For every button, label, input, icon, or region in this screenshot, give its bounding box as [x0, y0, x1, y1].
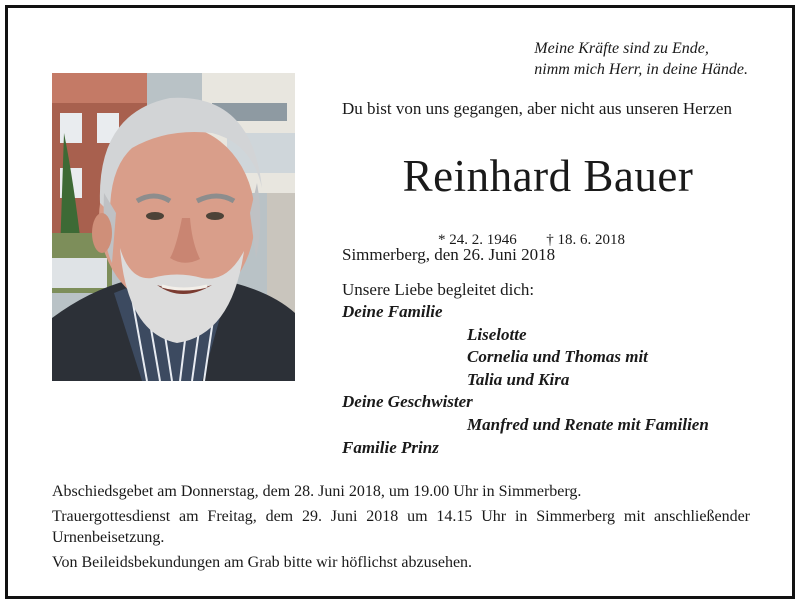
mourner-line: Manfred und Renate mit Familien	[467, 414, 709, 434]
place-date: Simmerberg, den 26. Juni 2018	[342, 245, 556, 264]
portrait-photo	[52, 73, 295, 381]
intro-text: Du bist von uns gegangen, aber nicht aus unseren Herzen	[342, 99, 732, 118]
mourner-line: Deine Geschwister	[342, 392, 473, 412]
birth-star-icon: *	[438, 232, 446, 248]
mourner-line: Deine Familie	[342, 302, 443, 321]
obituary-notice	[5, 5, 795, 599]
death-cross-icon: †	[546, 232, 554, 248]
love-line: Unsere Liebe begleitet dich:	[342, 280, 535, 299]
mourners-list	[342, 301, 754, 459]
funeral-service-text: Trauergottesdienst am Freitag, dem 29. Juni 2018 um 14.15 Uhr in Simmerberg mit anschließender Urnenbeisetzung.	[52, 508, 750, 546]
mourner-line: Familie Prinz	[342, 437, 439, 457]
mourner-line: Talia und Kira	[467, 369, 570, 389]
quote	[534, 38, 748, 80]
deceased-name: Reinhard Bauer	[402, 151, 694, 201]
farewell-prayer-text: Abschiedsgebet am Donnerstag, dem 28. Juni 2018, um 19.00 Uhr in Simmerberg.	[52, 483, 582, 500]
quote-line: nimm mich Herr, in deine Hände.	[534, 61, 748, 78]
mourner-line: Cornelia und Thomas mit	[467, 347, 648, 367]
birth-date: 24. 2. 1946	[449, 232, 517, 248]
portrait-illustration	[52, 73, 295, 381]
service-info	[52, 481, 750, 577]
mourner-line: Liselotte	[467, 324, 527, 344]
death-date: 18. 6. 2018	[557, 232, 625, 248]
condolence-note: Von Beileidsbekundungen am Grab bitte wir höflichst abzusehen.	[52, 554, 473, 571]
quote-line: Meine Kräfte sind zu Ende,	[534, 40, 709, 57]
